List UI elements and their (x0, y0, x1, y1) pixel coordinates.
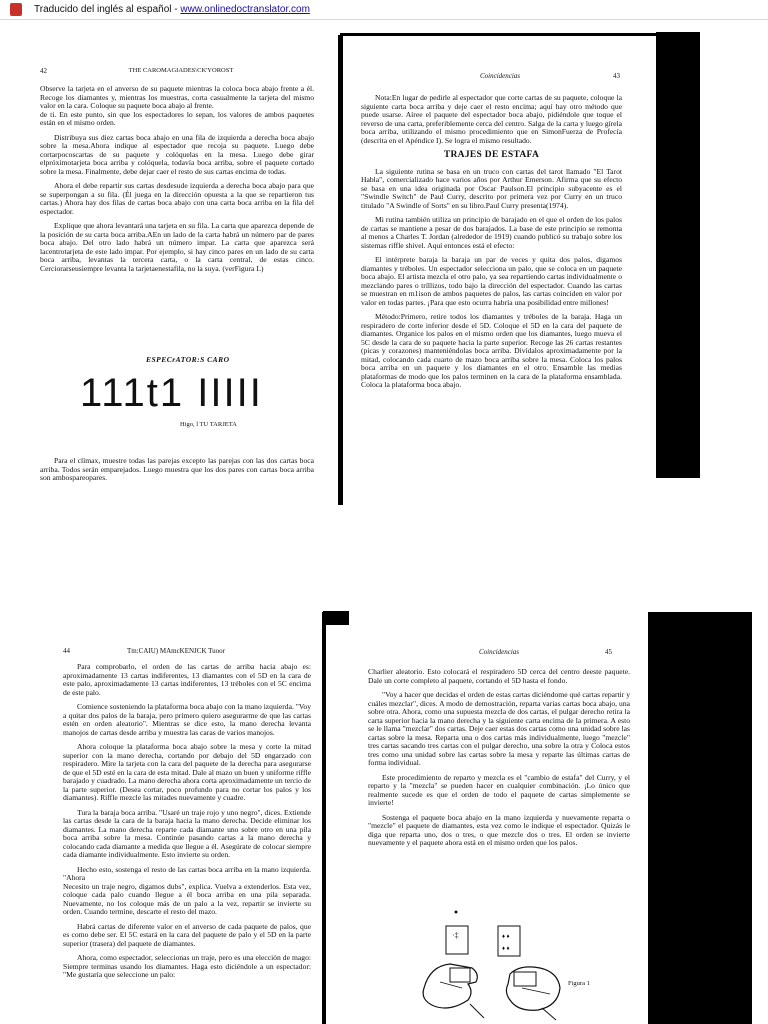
running-title: Tm:CAIU) MAmcKENJCK Tuoor (126, 647, 225, 655)
paragraph: Para el clímax, muestre todas las parejas excepto las parejas con las dos cartas boca arriba. Todos serán emparejados. Luego muestra que los dos pares con cartas boca arriba son ambospareopares. (40, 456, 314, 482)
page-number: 42 (40, 67, 47, 75)
paragraph: Habrá cartas de diferente valor en el anverso de cada paquete de palos, que es como debe ser. El 5C estará en la cara del paquete de palo y el 5D en la parte superior (trasera) del paquete de diamantes. (63, 921, 311, 948)
paragraph: Método:Primero, retire todos los diamantes y tréboles de la baraja. Haga un respiradero de corte inferior desde el 5D. Coloque el 5D en la cara del paquete de diamantes. Organice los palos en el mismo orden que los diamantes, luego mueva el 5C desde la cara de su paquete hacia la parte superior. Recoge las 26 cartas restantes (picas y corazones) manteniéndolas boca arriba. Divídalos aproximadamente por la mitad, colocando cada cuarto de mazo boca arriba sobre la mesa. Coloca los palos boca arriba en un paquete y los diamantes en el otro. Ensamble las medias plataformas de modo que los palos terminen en la cara de la plataforma ensamblada. Coloca la plataforma boca abajo. (361, 312, 622, 389)
paragraph: de ti. En este punto, sin que los espectadores lo sepan, los valores de ambos paquetes están en el mismo orden. (40, 109, 314, 127)
paragraph: Mi rutina también utiliza un principio de barajado en el que el orden de los palos de cartas se mantiene a pesar de dos barajados. La base de este principio se remonta al menos a Charles T. Jordan (alrededor de 1919) cuando publicó su trabajo sobre los sistemas riffle shivel. Aquí entonces está el efecto: (361, 215, 622, 250)
banner-prefix: Traducido del inglés al español - (34, 4, 181, 15)
card-packet (450, 968, 470, 982)
paragraph: Hecho esto, sostenga el resto de las cartas boca arriba en la mano izquierda. "Ahora (63, 864, 311, 882)
page-number: 44 (63, 647, 70, 655)
scan-edge-right (648, 612, 752, 1024)
paragraph: Sostenga el paquete boca abajo en la mano izquierda y nuevamente reparta o "mezcle" el paquete de diamantes, esta vez como le indique el espectador. Quizás le diga que reparta uno, dos o tres, o que mezcle dos o tres. El orden se invierte nuevamente y el paquete ahora está en el mismo orden que los palos. (368, 812, 630, 847)
running-title: Coincidencias (478, 648, 520, 656)
paragraph: La siguiente rutina se basa en un truco con cartas del tarot llamado "El Tarot Habla", comercializado hace varios años por Arthur Emerson. Afirma que su efecto se basa en una idea originada por Oscar Paulson.El principio subyacente es el "Swindle Switch" de Paul Curry, descrito por primera vez por Curry en un truco titulado "A Swindle of Sorts" en su libro.Paul Curry presenta(1974). (361, 166, 622, 210)
page-body (368, 668, 630, 854)
paragraph: Tura la baraja boca arriba. "Usaré un traje rojo y uno negro", dices. Extiende las cartas desde la cara de la baraja hacia la mano derecha. Decide eliminar los diamantes. La mano derecha reparte cada diamante uno sobre otro en una pila boca arriba sobre la mesa. Continúe pasando cartas a la mano derecha y colocando cada diamante a medida que llegue a él. Asegúrate de colocar siempre cada diamante individualmente. Esto invierte su orden. (63, 807, 311, 859)
figure-caption: Higo, l TU TARJETA (180, 421, 237, 428)
page-number: 45 (605, 648, 612, 656)
scan-edge-top (323, 611, 349, 625)
scan-edge-right (322, 612, 326, 1024)
page-number: 43 (613, 72, 620, 80)
paragraph: Ahora coloque la plataforma boca abajo sobre la mesa y corte la mitad superior con la mano derecha, cortando por debajo del 5D engarzado con respiradero. Mire la tarjeta con la cara del paquete de la derecha para asegurarse de que el 5D esté en la cara de esta mitad. Dale al mazo un buen y uniforme riffle barajado y cuadrado. La mano derecha ahora corta aproximadamente un tercio de la parte superior. (Desea cortar, poco profundo para no cortar los palos y los diamantes). Riffle mezcle las mitades nuevamente y cuadre. (63, 742, 311, 802)
banner-divider (0, 19, 768, 20)
paragraph: Distribuya sus diez cartas boca abajo en una fila de izquierda a derecha boca abajo sobre la mesa.Ahora indique al espectador que recoja su paquete. Luego debe cortarpocoscartas de su paquete y colóquelas en la mesa. Luego debe girar elpróximotarjeta boca arriba y colóquela, todavía boca arriba, sobre el paquete cortado sobre la mesa. Finalmente, debe dejar caer el resto de sus cartas encima de todas. (40, 132, 314, 176)
banner-text (34, 4, 310, 15)
paragraph: Necesito un traje negro, digamos dubs", explica. Vuelva a extenderlos. Esta vez, coloque cada palo cuando llegue a él boca arriba en una pila separada. Nuevamente, no los coloque más de un palo a la vez, repartir se invierte su orden. Cuando termine, descarte el resto del mazo. (63, 881, 311, 916)
paragraph: Explique que ahora levantará una tarjeta en su fila. La carta que aparezca depende de la posición de su carta boca arriba.AEn un lado de la carta habrá un número par de pares boca abajo. Del otro lado habrá un número impar. La carta que aparezca será lacentrotarjeta de este lado impar. Por ejemplo, si hay cinco pares en un lado de su carta boca arriba, levantas la tercera carta, o la carta central, de estas cinco. Cerciorarseusiempre levanta la tarjetaenestafila, no la suya. (verFigura L) (40, 221, 314, 273)
bullet-dot (455, 911, 458, 914)
scan-edge-left (338, 35, 343, 505)
running-title: Coincidencias (479, 72, 521, 80)
paragraph: Ahora el debe repartir sus cartas desdesude izquierda a derecha boca abajo para que se superpongan a su fila. (Él juega en la dirección opuesta a la que se repartieron tus cartas.) Ahora hay dos filas de cartas boca abajo con una carta boca arriba en la fila del espectador. (40, 181, 314, 216)
figure-heading: ESPECrATOR:S CARO (146, 355, 230, 364)
translator-link[interactable]: www.onlinedoctranslator.com (180, 4, 310, 15)
pdf-icon (10, 3, 22, 16)
page-43 (344, 36, 656, 498)
running-title: THE CAROMAGIADES\CK'YOROST (128, 67, 234, 74)
scan-edge-right (656, 32, 700, 478)
hands-cards-illustration (410, 908, 610, 1024)
paragraph: El intérprete baraja la baraja un par de veces y quita dos palos, digamos diamantes y tréboles. Un espectador selecciona un palo, que se coloca en un paquete boca abajo. El artista mezcla el otro palo, ya sea repartiendo cartas individualmente o mezclando pares o tríllizos, todo bajo la dirección del espectador. Cuando las cartas se muestran en m1ison de ambos paquetes de palos, las cartas coinciden en valor por valor en todas partes. ¡Para que esto ocurra habría una posibilidad entre millones! (361, 255, 622, 307)
figure-1 (74, 355, 304, 435)
note-paragraph: Nota:En lugar de pedirle al espectador que corte cartas de su paquete, coloque la siguiente carta boca arriba y deje caer el resto encima; aquí hay otro método que puede usarse. Aíree el paquete del espectador boca abajo, pidiéndole que toque el reverso de una carta, preferiblemente cerca del centro. Salga de la carta y luego gírela boca arriba, utilizando el mismo procedimiento que en SimonFuerza de Profecía (descrita en el Apéndice I). Se logra el mismo resultado. (361, 93, 622, 145)
section-heading: TRAJES DE ESTAFA (443, 150, 540, 160)
hand-detail (470, 1004, 484, 1018)
paragraph: Este procedimiento de reparto y mezcla es el "cambio de estafa" del Curry, y el reparto y la "mezcla" se pueden hacer en cualquier combinación. ¡Lo único que realmente sucede es que el orden de todo el paquete de cartas simplemente se invierte! (368, 772, 630, 807)
page-body (40, 85, 314, 279)
page-42 (34, 40, 328, 500)
page-body (361, 94, 622, 396)
paragraph: Ahora, como espectador, seleccionas un traje, pero es una elección de mago: Siempre terminas usando los diamantes. Haga esto diciéndole a un espectador: "Me gustaría que seleccione un palo: (63, 953, 311, 979)
figure-caption: Figura 1 (568, 980, 590, 987)
card-rows-figure: 111t1 IIIII (80, 371, 263, 415)
paragraph: Charlier aleatorio. Esto colocará el respiradero 5D cerca del centro deeste paquete. Dale un corte completo al paquete, cortando el 5D hasta el fondo. (368, 667, 630, 685)
paragraph: "Voy a hacer que decidas el orden de estas cartas diciéndome qué cartas repartir y cuáles mezclar", dices. A modo de demostración, reparta varias cartas boca abajo, una sobre otra. Ahora, como una supuesta mezcla de dos cartas, el pulgar derecho retira la carta superior hacia la mano derecha y la siguiente carta encima de la primera. A esto se le llama "mezclar" dos cartas. Deje caer estas dos cartas como una unidad sobre las cartas sobre la mesa. Reparta una o dos cartas más individualmente, luego "mezcle" tres cartas sacando tres cartas con el pulgar derecho, una sobre la otra y Coloca estos tres como una unidad sobre las cartas sobre la mesa y reparte las últimas cartas de forma individual. (368, 690, 630, 767)
closing-paragraph-block (40, 457, 314, 489)
page-45 (350, 612, 648, 1024)
card-pip: ♦ ♦ (502, 934, 510, 940)
translator-banner (0, 0, 768, 20)
card-pip: ·‡ (452, 931, 459, 940)
card-pip: ♦ ♦ (502, 946, 510, 952)
paragraph: Para comprobarlo, el orden de las cartas de arriba hacia abajo es: aproximadamente 13 cartas indiferentes, 13 diamantes con el 5D en la cara de este palo, aproximadamente 13 cartas indiferentes, 13 tréboles con el 5C encima de este palo. (63, 662, 311, 697)
paragraph: Observe la tarjeta en el anverso de su paquete mientras la coloca boca abajo frente a él. Recoge los diamantes y, mientras los muestras, corta casualmente la tarjeta del mismo valor en la cara. Coloque su paquete boca abajo al frente. (40, 84, 314, 110)
hand-detail (542, 1008, 556, 1020)
page-body (63, 663, 311, 986)
paragraph: Comience sosteniendo la plataforma boca abajo con la mano izquierda. "Voy a quitar dos palos de la baraja, pero primero quiero asegurarme de que las cartas estén en orden aleatorio". Mientras se dice esto, la mano derecha levanta manojos de cartas desde arriba y muestra las caras de varios manojos. (63, 702, 311, 737)
page-44 (30, 612, 322, 1024)
card-packet (514, 972, 536, 986)
